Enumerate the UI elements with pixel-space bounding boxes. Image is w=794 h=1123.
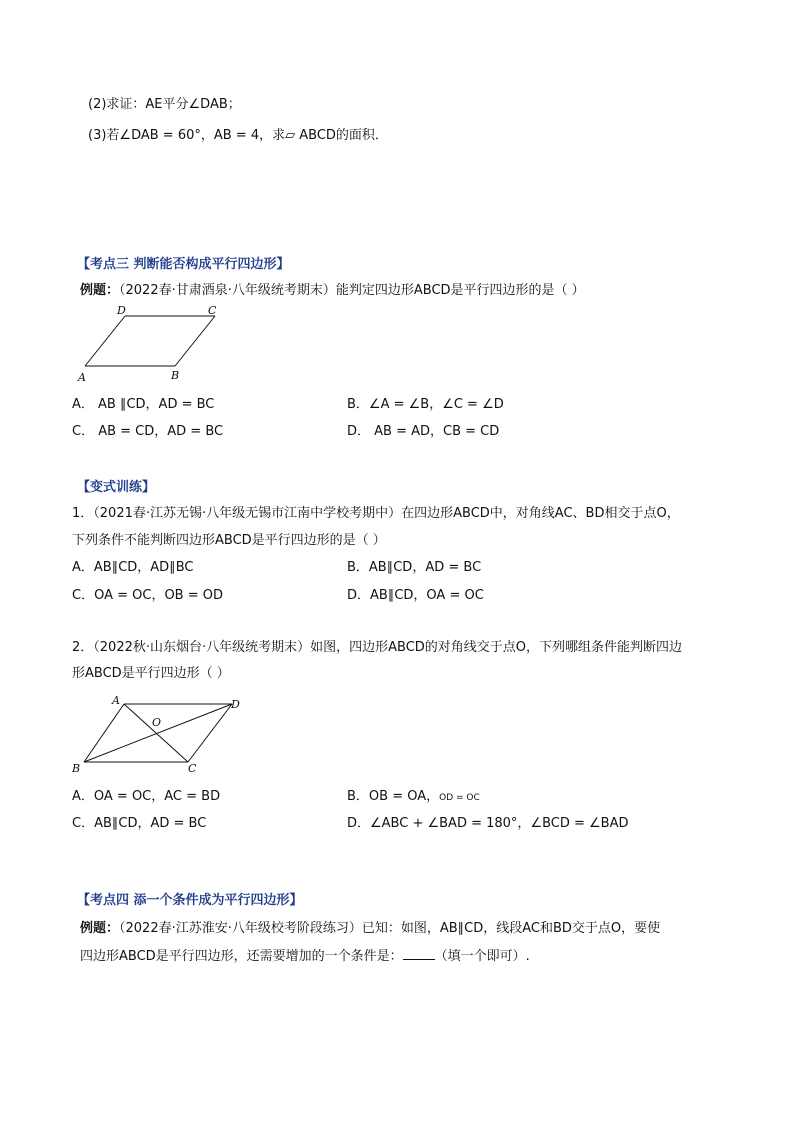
vertex-label-b: B xyxy=(171,369,180,382)
vertex-label-b: B xyxy=(72,762,81,775)
vertex-label-a: A xyxy=(78,371,86,384)
parallelogram-figure-2 xyxy=(68,690,258,780)
practice-q2-option-b-small: OD = OC xyxy=(439,793,480,803)
example-4-text-2a: 四边形ABCD是平行四边形，还需要增加的一个条件是： xyxy=(80,949,403,964)
answer-blank[interactable] xyxy=(403,948,435,960)
question-part-2: (2)求证：AE平分∠DAB； xyxy=(88,97,241,112)
practice-q1-option-d: D．AB∥CD，OA = OC xyxy=(347,588,484,603)
example-text: （2022春·甘肃酒泉·八年级统考期末）能判定四边形ABCD是平行四边形的是（ ） xyxy=(119,283,585,298)
question-part-3: (3)若∠DAB = 60°，AB = 4，求▱ ABCD的面积． xyxy=(88,128,388,143)
practice-q1-option-a: A．AB∥CD，AD∥BC xyxy=(72,560,194,575)
option-d: D． AB = AD，CB = CD xyxy=(347,424,500,439)
vertex-label-d: D xyxy=(231,698,240,711)
example-4-label: 例题： xyxy=(80,921,120,936)
practice-q2-line2: 形ABCD是平行四边形（ ） xyxy=(72,666,230,681)
practice-q2-option-b-main: B．OB = OA， xyxy=(347,789,440,804)
practice-q1-option-c: C．OA = OC，OB = OD xyxy=(72,588,223,603)
option-b: B．∠A = ∠B，∠C = ∠D xyxy=(347,397,504,412)
example-4-text-2b: （填一个即可）. xyxy=(434,949,530,964)
vertex-label-c: C xyxy=(208,304,217,317)
example-4-line2 xyxy=(80,948,530,965)
practice-q1-line2: 下列条件不能判断四边形ABCD是平行四边形的是（ ） xyxy=(72,533,386,548)
practice-q2-line1: 2．（2022秋·山东烟台·八年级统考期末）如图，四边形ABCD的对角线交于点O，下列哪组条件能判断四边 xyxy=(72,640,683,655)
practice-q2-option-a: A．OA = OC，AC = BD xyxy=(72,789,221,804)
example-4-text: （2022春·江苏淮安·八年级校考阶段练习）已知：如图，AB∥CD，线段AC和BD交于点O，要使 xyxy=(119,921,661,936)
practice-q1-line1: 1．（2021春·江苏无锡·八年级无锡市江南中学校考期中）在四边形ABCD中，对角线AC、BD相交于点O， xyxy=(72,506,680,521)
option-c: C． AB = CD，AD = BC xyxy=(72,424,224,439)
practice-q2-option-c: C．AB∥CD，AD = BC xyxy=(72,816,207,831)
center-label-o: O xyxy=(152,716,162,729)
vertex-label-a: A xyxy=(112,694,120,707)
example-line xyxy=(80,283,585,299)
practice-q2-option-b xyxy=(347,789,480,806)
practice-q2-option-d: D．∠ABC + ∠BAD = 180°，∠BCD = ∠BAD xyxy=(347,816,629,831)
section-heading-4: 【考点四 添一个条件成为平行四边形】 xyxy=(77,893,303,908)
practice-heading: 【变式训练】 xyxy=(77,480,156,495)
vertex-label-d: D xyxy=(117,304,126,317)
practice-q1-option-b: B．AB∥CD，AD = BC xyxy=(347,560,482,575)
section-heading-3: 【考点三 判断能否构成平行四边形】 xyxy=(77,257,290,272)
example-label: 例题： xyxy=(80,283,120,298)
vertex-label-c: C xyxy=(188,762,197,775)
option-a: A． AB ∥CD，AD = BC xyxy=(72,397,215,412)
parallelogram-figure-1 xyxy=(72,303,232,385)
example-4-line1 xyxy=(80,921,660,937)
